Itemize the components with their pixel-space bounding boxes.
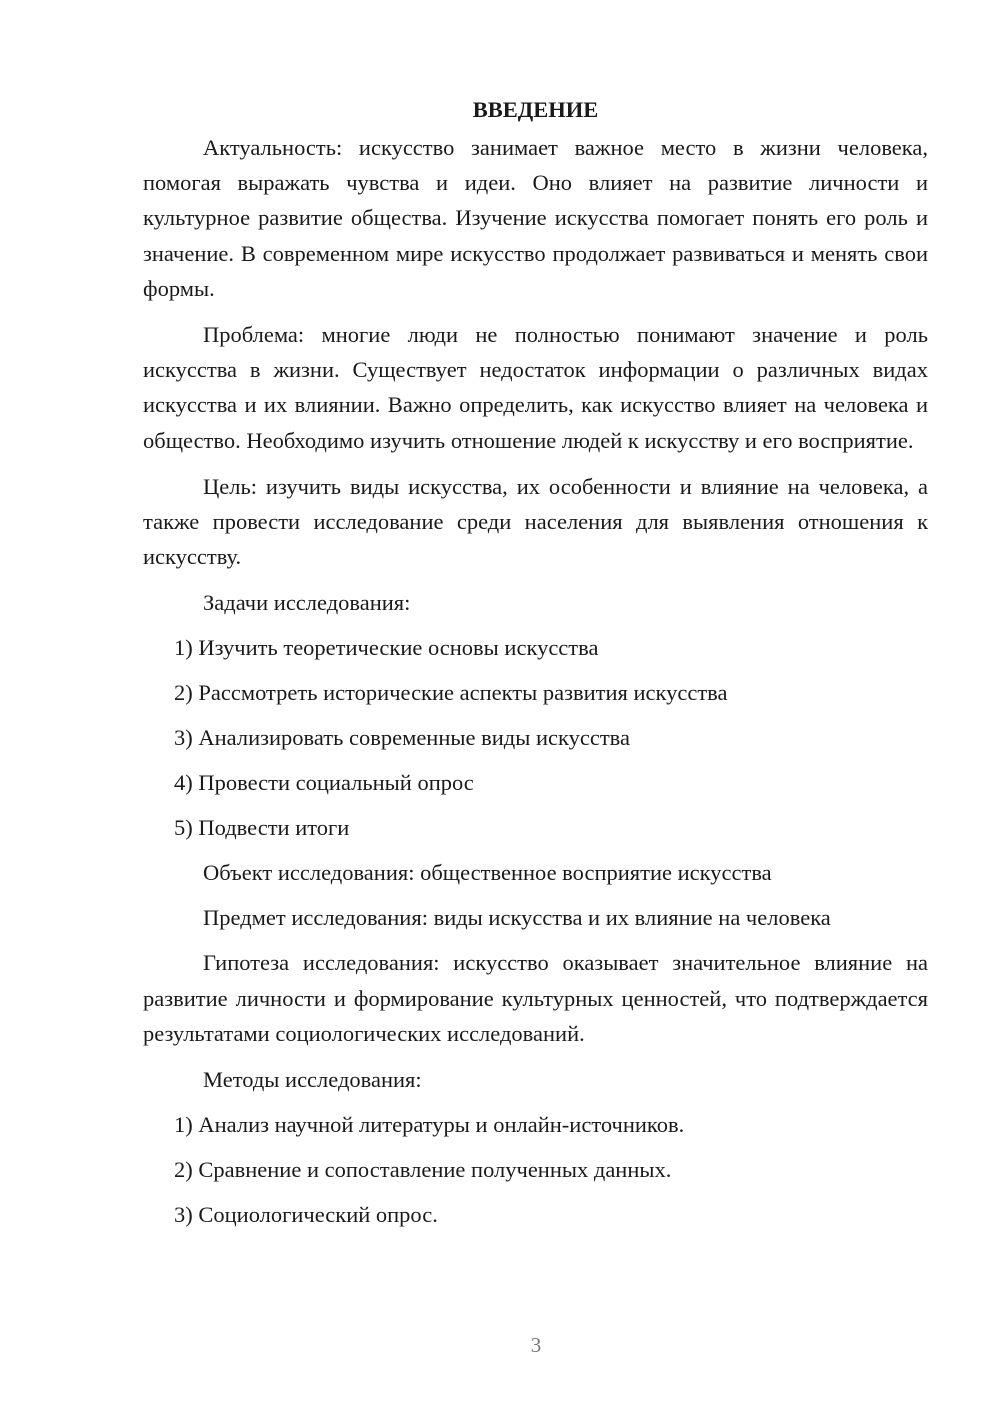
tasks-list: [143, 630, 928, 845]
subject-paragraph: Предмет исследования: виды искусства и их влияние на человека: [203, 905, 831, 931]
list-item: 3) Анализировать современные виды искусства: [174, 725, 630, 751]
methods-title: Методы исследования:: [203, 1067, 422, 1093]
list-item: 1) Изучить теоретические основы искусства: [174, 635, 599, 661]
problem-paragraph: Проблема: многие люди не полностью понимают значение и роль искусства в жизни. Существует недостаток информации о различных видах искусства и их влиянии. Важно определить, как искусство влияет на человека и общество. Необходимо изучить отношение людей к искусству и его восприятие.: [143, 322, 928, 453]
list-item: 2) Рассмотреть исторические аспекты развития искусства: [174, 680, 728, 706]
page-title: ВВЕДЕНИЕ: [472, 97, 599, 122]
list-item: 2) Сравнение и сопоставление полученных данных.: [174, 1157, 672, 1183]
goal-paragraph: Цель: изучить виды искусства, их особенности и влияние на человека, а также провести исследование среди населения для выявления отношения к искусству.: [143, 473, 928, 570]
page-number: 3: [530, 1333, 542, 1357]
list-item: 5) Подвести итоги: [174, 815, 350, 841]
object-paragraph: Объект исследования: общественное восприятие искусства: [203, 860, 772, 886]
page-content: [143, 94, 928, 1242]
list-item: 4) Провести социальный опрос: [174, 770, 474, 796]
tasks-title: Задачи исследования:: [203, 590, 411, 616]
list-item: 1) Анализ научной литературы и онлайн-источников.: [174, 1112, 685, 1138]
hypothesis-paragraph: Гипотеза исследования: искусство оказывает значительное влияние на развитие личности и формирование культурных ценностей, что подтверждается результатами социологических исследований.: [143, 950, 928, 1046]
methods-list: [143, 1107, 928, 1232]
relevance-paragraph: Актуальность: искусство занимает важное место в жизни человека, помогая выражать чувства и идеи. Оно влияет на развитие личности и культурное развитие общества. Изучение искусства помогает понять его роль и значение. В современном мире искусство продолжает развиваться и менять свои формы.: [143, 135, 928, 301]
list-item: 3) Социологический опрос.: [174, 1202, 438, 1228]
